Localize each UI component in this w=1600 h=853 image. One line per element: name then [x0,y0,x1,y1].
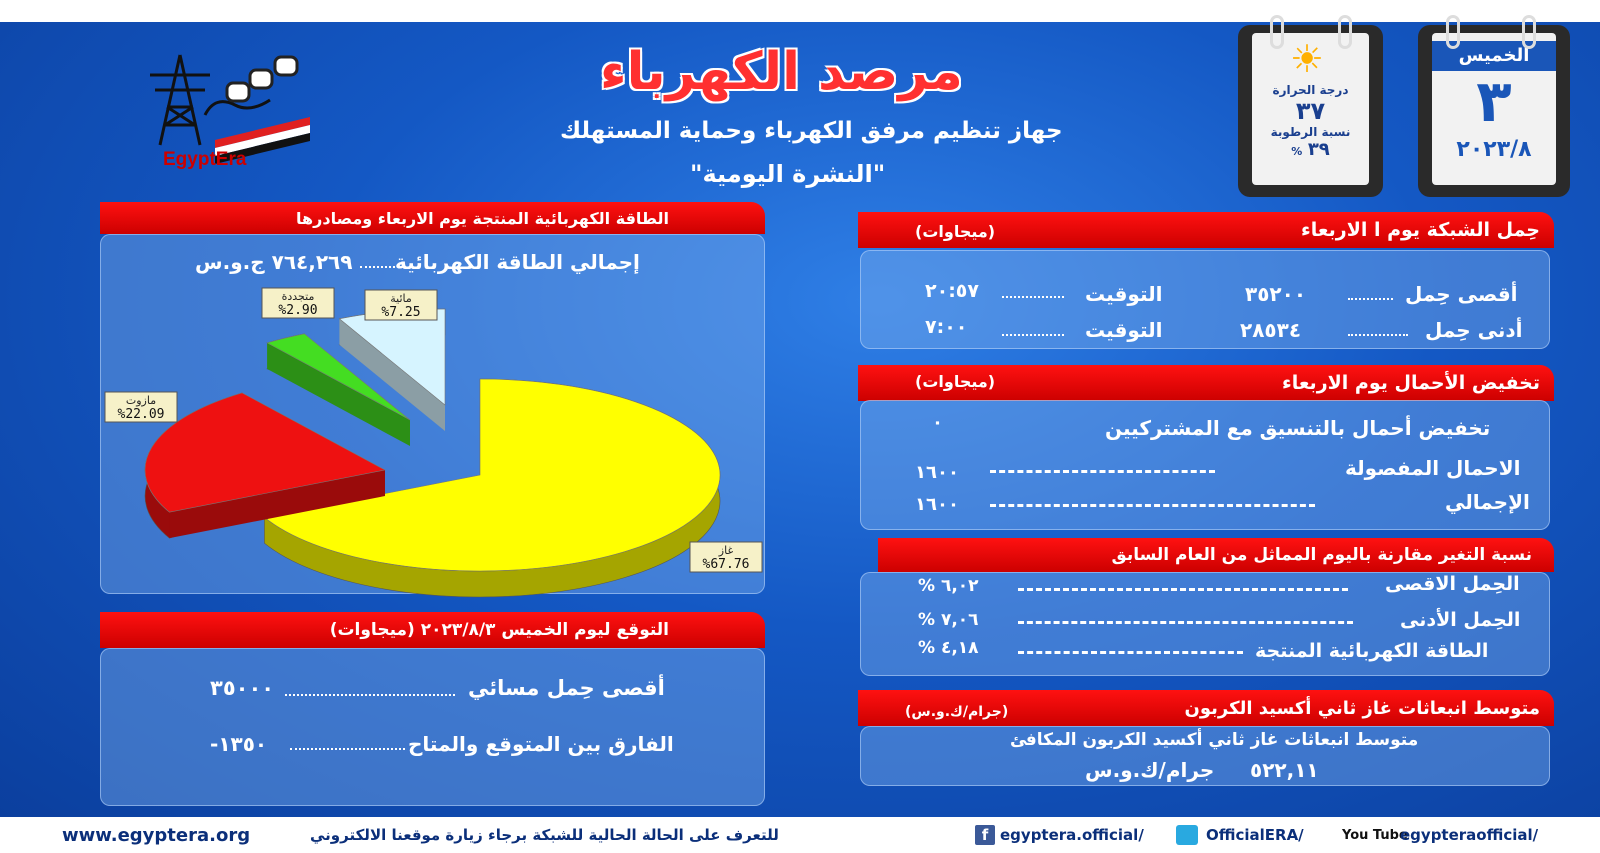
logo-text: EgyptEra [163,149,247,170]
emissions-desc: متوسط انبعاثات غاز ثاني أكسيد الكربون المكافئ [1010,730,1419,750]
change-min-value: ٧,٠٦ % [918,610,979,630]
footer [0,817,1600,853]
change-title: نسبة التغير مقارنة باليوم المماثل من العام السابق [1111,545,1532,565]
max-time-value: ٢٠:٥٧ [925,280,979,302]
forecast-title: التوقع ليوم الخميس ٢٠٢٣/٨/٣ (ميجاوات) [329,620,669,640]
egyptera-logo [145,45,315,175]
total-energy-label: إجمالي الطاقة الكهربائية [395,250,640,274]
twitter-icon [1176,825,1198,845]
max-load-label: أقصى حِمل [1405,282,1518,306]
humidity-unit: % [1291,145,1303,158]
pie-label-value: %2.90 [278,303,318,318]
total-shedding-label: الإجمالي [1445,490,1530,514]
pie-label-name: مازوت [125,394,157,407]
energy-title: الطاقة الكهربائية المنتجة يوم الاربعاء ومصادرها [296,208,669,228]
min-load-value: ٢٨٥٣٤ [1240,318,1302,342]
visit-text: للتعرف على الحالة الحالية للشبكة برجاء زيارة موقعنا الالكتروني [310,826,779,844]
emissions-value: ٥٢٢,١١ [1250,758,1319,782]
pie-label-مازوت [105,392,177,422]
coordinated-value: ٠ [932,412,943,433]
twitter-link[interactable]: OfficialERA/ [1206,826,1304,844]
forecast-diff-label: الفارق بين المتوقع والمتاح [408,732,674,756]
youtube-link[interactable]: egypteraofficial/ [1400,826,1539,844]
day-name: الخميس [1432,41,1556,71]
max-time-label: التوقيت [1085,282,1163,306]
page-subtitle: جهاز تنظيم مرفق الكهرباء وحماية المستهلك [560,118,1063,144]
grid-load-unit: (ميجاوات) [915,222,996,241]
total-energy-value: ٧٦٤,٢٦٩ ج.و.س [195,250,353,274]
sun-icon: ☀ [1290,37,1325,81]
facebook-icon: f [975,825,995,845]
change-max-value: ٦,٠٢ % [918,576,979,596]
grid-load-title: حِمل الشبكة يوم ا الاربعاء [1301,219,1540,241]
change-energy-value: ٤,١٨ % [918,638,979,658]
pie-label-name: غاز [718,544,734,557]
top-strip [0,0,1600,22]
date-calendar [1418,25,1570,197]
energy-header [100,202,765,234]
facebook-link[interactable]: egyptera.official/ [1000,826,1144,844]
change-min-label: الحِمل الأدنى [1400,609,1521,631]
disconnected-value: ١٦٠٠ [915,462,959,483]
coordinated-label: تخفيض أحمال بالتنسيق مع المشتركيين [1105,416,1491,440]
forecast-max-value: ٣٥٠٠٠ [210,676,275,700]
pie-label-name: مائية [390,292,412,305]
pie-label-غاز [690,542,762,572]
change-max-label: الحِمل الاقصى [1385,573,1520,595]
pie-label-value: %67.76 [702,557,750,572]
forecast-max-label: أقصى حِمل مسائي [468,676,665,700]
pie-label-مائية [365,290,437,320]
humidity-label: نسبة الرطوبة [1270,125,1351,139]
emissions-value-unit: جرام/ك.و.س [1085,758,1215,782]
emissions-title: متوسط انبعاثات غاز ثاني أكسيد الكربون [1184,697,1540,719]
min-time-value: ٧:٠٠ [925,316,968,338]
pie-label-متجددة [262,288,334,318]
min-time-label: التوقيت [1085,318,1163,342]
emissions-unit: (جرام/ك.و.س) [905,704,1009,720]
website-link[interactable]: www.egyptera.org [62,824,251,846]
page-title: مرصد الكهرباء [600,42,963,102]
load-shedding-unit: (ميجاوات) [915,372,996,391]
month-year: ٢٠٢٣/٨ [1456,137,1532,162]
pie-label-value: %7.25 [381,305,421,320]
min-load-label: أدنى حِمل [1425,318,1523,342]
disconnected-label: الاحمال المفصولة [1345,456,1521,480]
temperature-label: درجة الحرارة [1272,83,1349,97]
forecast-header [100,612,765,648]
load-shedding-title: تخفيض الأحمال يوم الاربعاء [1281,372,1540,394]
total-shedding-value: ١٦٠٠ [915,494,959,515]
pie-label-value: %22.09 [117,407,165,422]
humidity-value: ٣٩ [1307,139,1330,160]
change-energy-label: الطاقة الكهربائية المنتجة [1255,640,1489,662]
forecast-panel [100,648,765,806]
max-load-value: ٣٥٢٠٠ [1245,282,1307,306]
energy-pie-chart [100,250,765,590]
change-header [878,538,1554,572]
bulletin-label: "النشرة اليومية" [690,160,886,188]
day-number: ٣ [1476,67,1512,135]
forecast-diff-value: ١٣٥٠- [210,732,268,756]
weather-calendar [1238,25,1383,197]
temperature-value: ٣٧ [1295,97,1326,125]
youtube-icon: You Tube [1342,827,1408,843]
pie-label-name: متجددة [281,290,315,303]
